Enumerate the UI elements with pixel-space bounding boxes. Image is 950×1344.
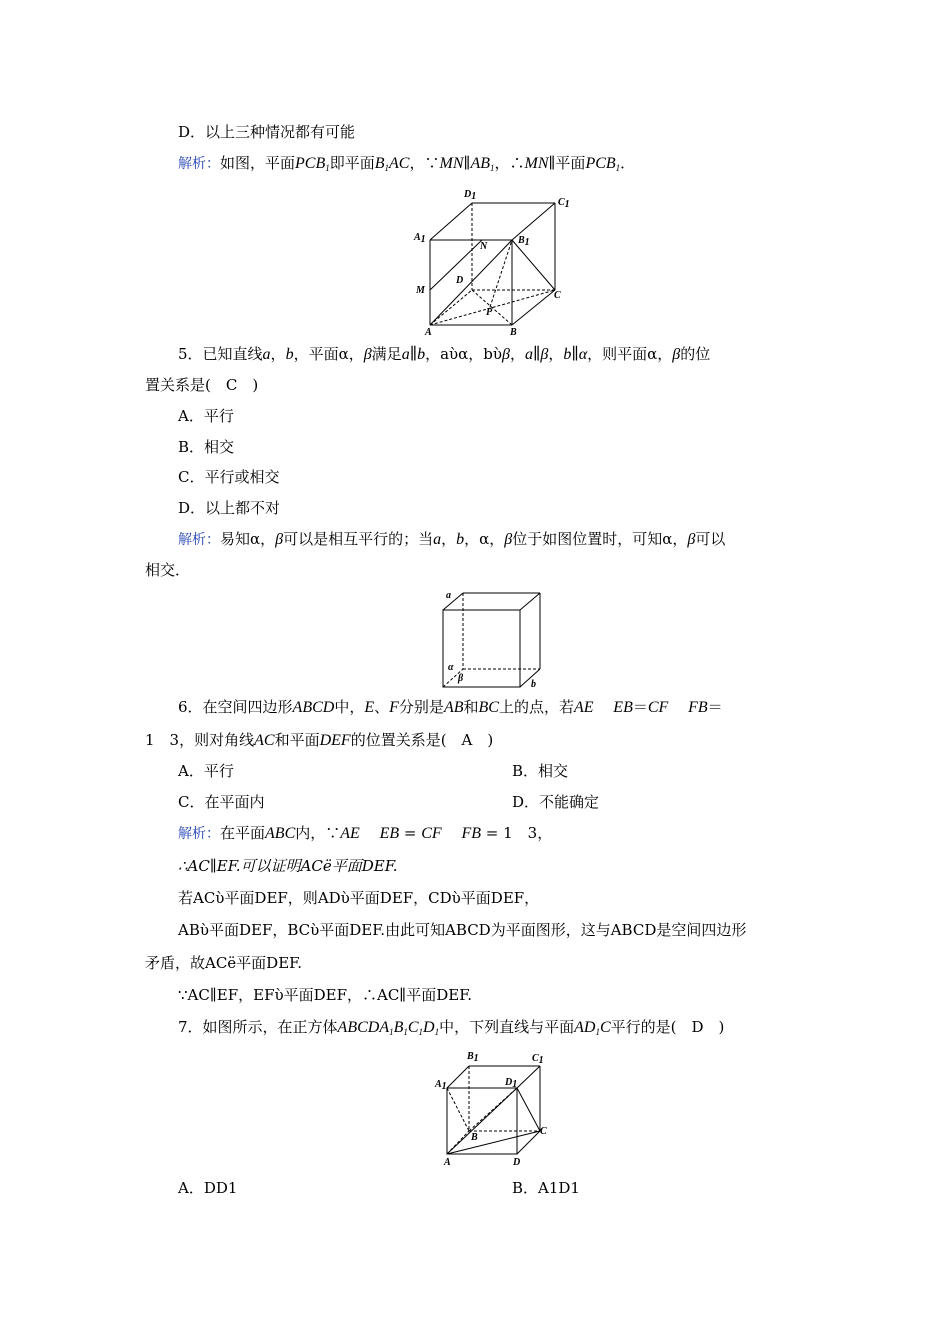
- q6-option-c: C．在平面内: [178, 793, 265, 811]
- label-D: D: [513, 1157, 521, 1168]
- q5-analysis: 解析：易知α，β可以是相互平行的；当a，b，α，β位于如图位置时，可知α，β可以: [178, 530, 726, 548]
- label-C: C: [540, 1126, 547, 1137]
- q6-analysis-6: ∵AC∥EF，EFὺ平面DEF，∴AC∥平面DEF.: [178, 986, 473, 1004]
- q6-stem: 6．在空间四边形ABCD中，E、F分别是AB和BC上的点，若AE EB＝CF FB＝: [178, 698, 723, 716]
- label-N: N: [480, 241, 488, 252]
- q5-analysis-line2: 相交．: [145, 561, 191, 579]
- label-A: A: [444, 1157, 451, 1168]
- q6-analysis-1: 解析：在平面ABC内，∵AE EB = CF FB = 1 3，: [178, 824, 553, 842]
- q5-option-b: B．相交: [178, 438, 235, 456]
- label-b: b: [531, 679, 536, 690]
- q6-option-b: B．相交: [512, 762, 569, 780]
- analysis-label: 解析：: [178, 532, 220, 548]
- label-C1: C1: [558, 197, 570, 210]
- analysis-label: 解析：: [178, 156, 220, 172]
- label-C1: C1: [532, 1053, 544, 1066]
- q5-option-d: D．以上都不对: [178, 499, 281, 517]
- q7-option-a: A．DD1: [178, 1179, 238, 1197]
- q5-option-a: A．平行: [178, 407, 234, 425]
- q5-stem-line2: 置关系是( C ): [145, 376, 259, 394]
- label-B: B: [510, 327, 517, 338]
- label-beta: β: [458, 673, 464, 684]
- label-A1: A1: [414, 232, 426, 245]
- label-C: C: [554, 290, 561, 301]
- label-D1: D1: [464, 189, 477, 202]
- label-A1: A1: [435, 1079, 447, 1092]
- q6-analysis-4: ABὺ平面DEF，BCὺ平面DEF.由此可知ABCD为平面图形，这与ABCD是空间四边形: [178, 921, 747, 939]
- label-A: A: [425, 327, 432, 338]
- q4-analysis: 解析：如图，平面$PCB_1$即平面$B_1AC$，$\because MN\parallel AB_1$，∴MN∥平面$PCB_1$．: [178, 154, 636, 173]
- q7-option-b: B．A1D1: [512, 1179, 580, 1197]
- label-D: D: [456, 275, 464, 286]
- q4-option-d: D．以上三种情况都有可能: [178, 123, 356, 141]
- label-alpha: α: [448, 662, 454, 673]
- q5-option-c: C．平行或相交: [178, 468, 280, 486]
- q6-analysis-2: ∴AC∥EF.可以证明ACë平面DEF.: [178, 857, 398, 875]
- q6-analysis-3: 若ACὺ平面DEF，则ADὺ平面DEF，CDὺ平面DEF，: [178, 889, 540, 907]
- q4-cube-figure: [410, 185, 580, 340]
- q7-stem: 7．如图所示，在正方体$ABCDA_1B_1C_1D_1$中，下列直线与平面$AD_1C$平行的是( D ): [178, 1018, 725, 1037]
- label-B1: B1: [467, 1051, 479, 1064]
- q6-option-a: A．平行: [178, 762, 234, 780]
- analysis-label: 解析：: [178, 826, 220, 842]
- q7-cube-figure: [425, 1048, 565, 1173]
- q5-planes-figure: [430, 586, 550, 692]
- label-a: a: [446, 590, 451, 601]
- q6-stem-line2: 1 3，则对角线AC和平面DEF的位置关系是( A ): [145, 731, 494, 749]
- label-M: M: [416, 285, 425, 296]
- label-D1: D1: [505, 1077, 518, 1090]
- q6-analysis-5: 矛盾，故ACë平面DEF.: [145, 954, 303, 972]
- q6-option-d: D．不能确定: [512, 793, 600, 811]
- label-B1: B1: [518, 235, 530, 248]
- label-P: P: [486, 307, 493, 318]
- q5-stem: 5．已知直线a，b，平面α，β满足a∥b，aὺα，bὺβ，a∥β，b∥α，则平面α，β的位: [178, 345, 711, 363]
- label-B: B: [471, 1132, 478, 1143]
